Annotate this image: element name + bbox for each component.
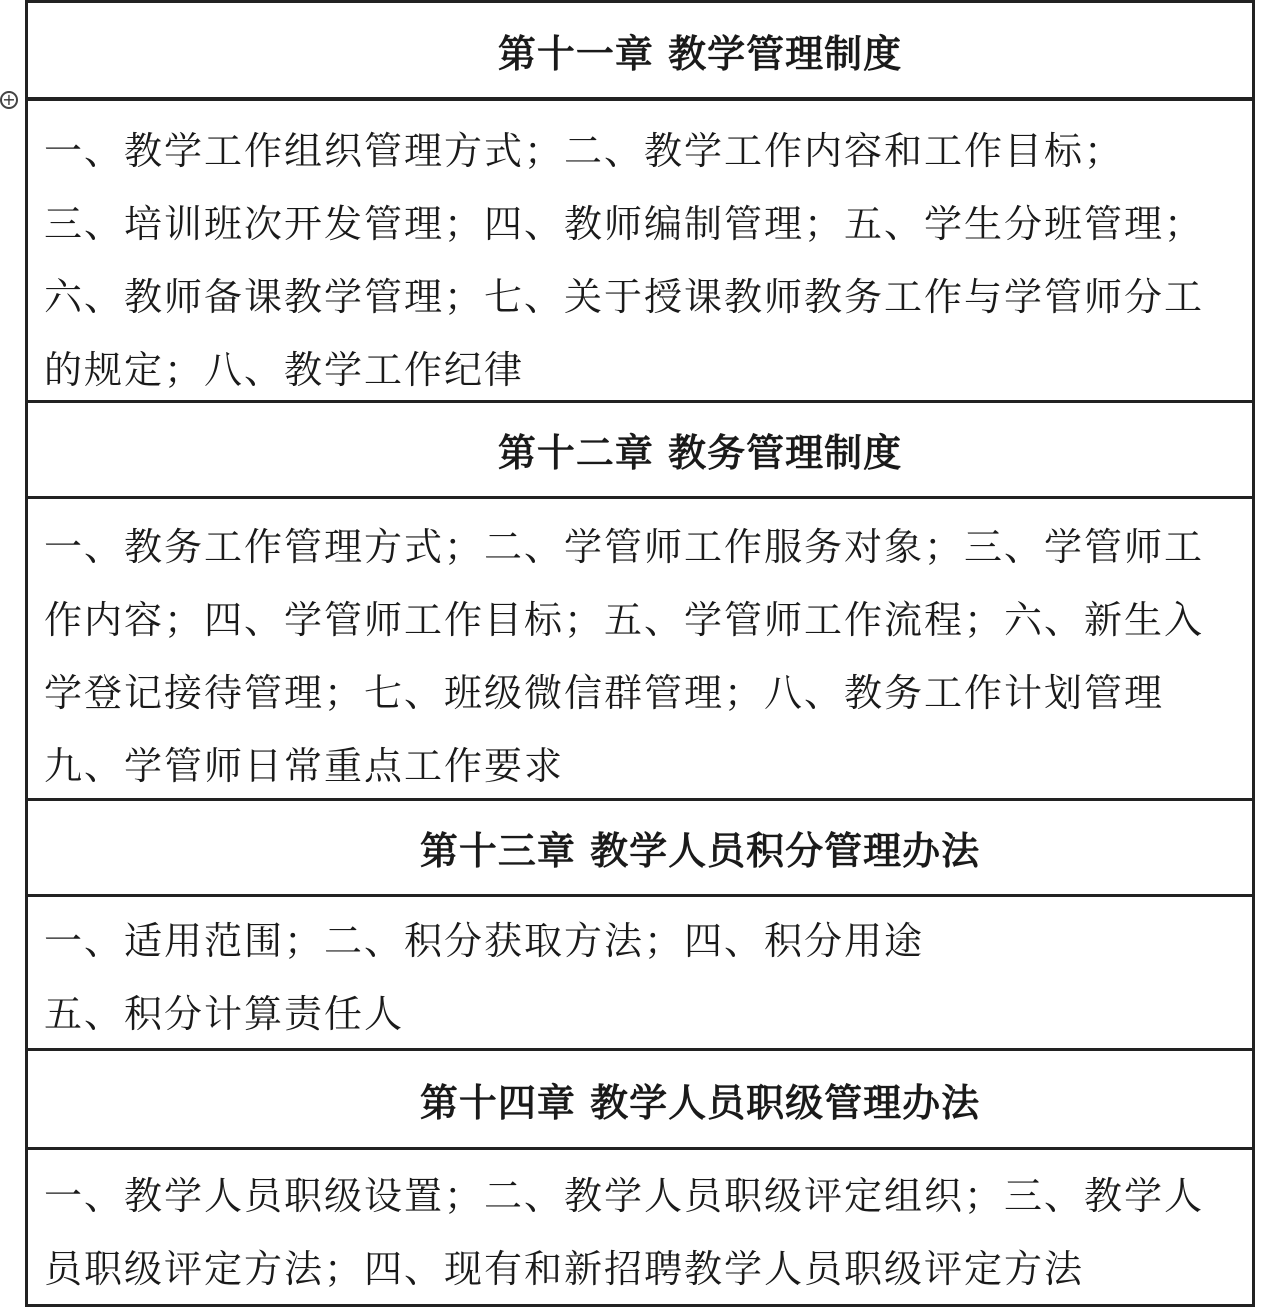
watermark-overlay (1090, 1270, 1150, 1298)
content-line: 一、教学人员职级设置；二、教学人员职级评定组织；三、教学人 (44, 1174, 1205, 1218)
chapter-contents (28, 101, 1252, 403)
content-line: 一、适用范围；二、积分获取方法；四、积分用途 (44, 919, 925, 963)
content-line: 员职级评定方法；四、现有和新招聘教学人员职级评定方法 (44, 1247, 1085, 1291)
document-table (25, 0, 1255, 1307)
content-line: 学登记接待管理；七、班级微信群管理；八、教务工作计划管理 (44, 671, 1165, 715)
content-line: 作内容；四、学管师工作目标；五、学管师工作流程；六、新生入 (44, 598, 1205, 642)
chapter-title: 第十二章 教务管理制度 (497, 430, 903, 475)
table-move-handle-icon[interactable]: + (0, 91, 18, 109)
content-line: 三、培训班次开发管理；四、教师编制管理；五、学生分班管理； (44, 202, 1205, 246)
content-line: 一、教务工作管理方式；二、学管师工作服务对象；三、学管师工 (44, 525, 1205, 569)
chapter-heading (28, 801, 1252, 897)
content-line: 一、教学工作组织管理方式；二、教学工作内容和工作目标； (44, 129, 1125, 173)
chapter-title: 第十一章 教学管理制度 (497, 30, 903, 76)
content-line: 六、教师备课教学管理；七、关于授课教师教务工作与学管师分工 (44, 275, 1205, 319)
content-line: 的规定；八、教学工作纪律 (44, 348, 525, 392)
chapter-contents (28, 1150, 1252, 1307)
content-line: 五、积分计算责任人 (44, 992, 405, 1036)
chapter-contents (28, 499, 1252, 801)
chapter-heading (28, 0, 1252, 101)
chapter-title: 第十三章 教学人员积分管理办法 (419, 828, 981, 873)
chapter-heading (28, 1051, 1252, 1150)
content-line: 九、学管师日常重点工作要求 (44, 744, 565, 788)
chapter-contents (28, 897, 1252, 1051)
chapter-title: 第十四章 教学人员职级管理办法 (419, 1079, 981, 1125)
chapter-heading (28, 403, 1252, 499)
